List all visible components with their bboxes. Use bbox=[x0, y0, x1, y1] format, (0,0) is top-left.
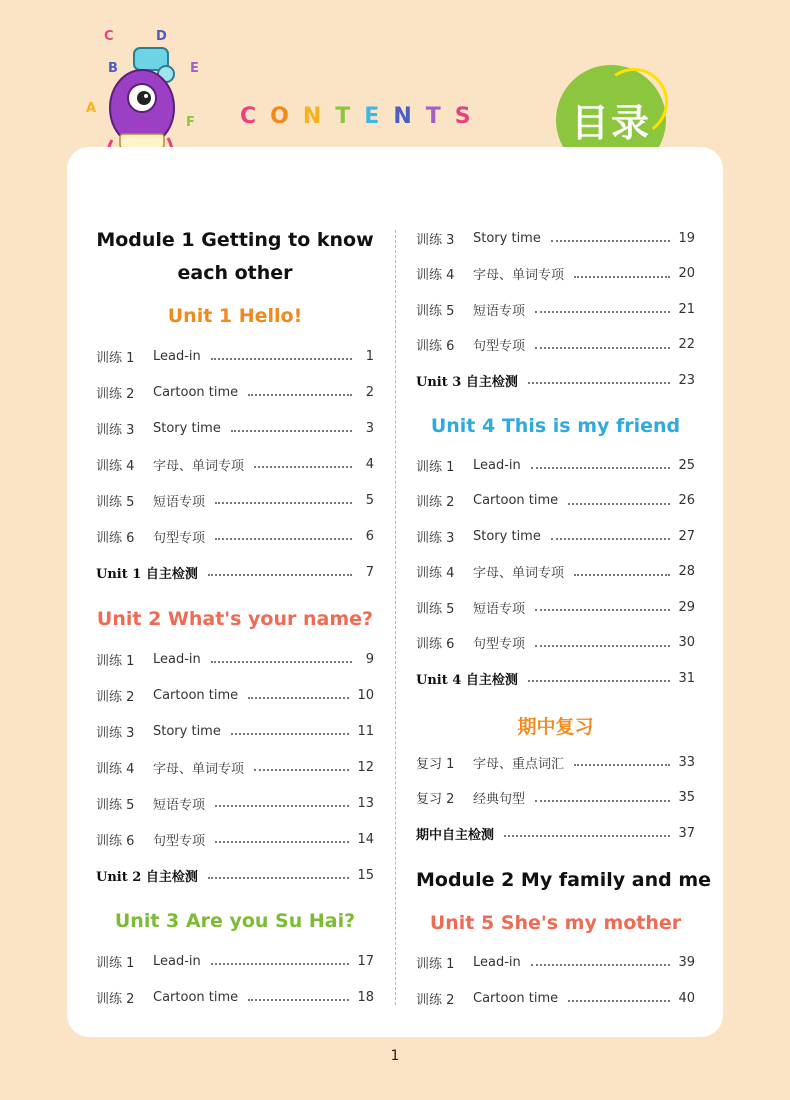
dot-leader bbox=[528, 679, 671, 682]
toc-entry-label: 短语专项 bbox=[153, 494, 206, 510]
dot-leader bbox=[535, 608, 670, 611]
toc-entry[interactable] bbox=[96, 382, 374, 402]
dot-leader bbox=[208, 876, 350, 879]
toc-entry-page: 31 bbox=[678, 670, 695, 686]
toc-entry-label: 经典句型 bbox=[473, 792, 526, 807]
contents-heading bbox=[240, 104, 485, 129]
toc-entry-page: 7 bbox=[365, 564, 374, 580]
contents-letter: O bbox=[270, 104, 303, 129]
toc-entry-page: 18 bbox=[357, 989, 374, 1005]
toc-entry-label: 字母、单词专项 bbox=[473, 268, 565, 283]
toc-entry-label: Unit 1 自主检测 bbox=[96, 566, 198, 582]
toc-entry[interactable] bbox=[416, 299, 695, 319]
toc-entry-prefix: 训练 5 bbox=[96, 494, 135, 510]
toc-entry[interactable] bbox=[96, 685, 374, 705]
toc-entry-page: 25 bbox=[678, 457, 695, 473]
toc-entry-label: 字母、单词专项 bbox=[153, 761, 245, 777]
toc-entry[interactable] bbox=[416, 562, 695, 582]
toc-entry-label: Story time bbox=[473, 230, 541, 246]
dot-leader bbox=[248, 393, 352, 396]
toc-entry-prefix: 训练 4 bbox=[416, 566, 455, 581]
toc-entry-label: Cartoon time bbox=[153, 384, 239, 400]
toc-entry-label: 字母、重点词汇 bbox=[473, 756, 565, 772]
toc-entry[interactable] bbox=[416, 633, 695, 653]
toc-entry-page: 6 bbox=[365, 528, 374, 544]
dot-leader bbox=[248, 998, 349, 1001]
column-divider bbox=[395, 230, 396, 1005]
toc-entry-page: 35 bbox=[678, 790, 695, 805]
toc-entry-page: 20 bbox=[678, 266, 695, 281]
toc-entry-label: Lead-in bbox=[473, 457, 521, 473]
toc-entry-page: 10 bbox=[357, 687, 374, 703]
toc-entry-prefix: 训练 1 bbox=[96, 653, 135, 669]
toc-entry-page: 5 bbox=[365, 492, 374, 508]
module-2-title: Module 2 My family and me bbox=[416, 869, 712, 891]
toc-entry-prefix: 训练 3 bbox=[96, 725, 135, 741]
dot-leader bbox=[528, 381, 671, 384]
dot-leader bbox=[568, 502, 670, 505]
toc-entry-page: 33 bbox=[678, 754, 695, 770]
dot-leader bbox=[535, 644, 670, 647]
toc-entry-prefix: 复习 2 bbox=[416, 792, 455, 807]
toc-entry-prefix: 训练 6 bbox=[416, 637, 455, 652]
toc-entry-page: 37 bbox=[678, 825, 695, 841]
dot-leader bbox=[215, 501, 352, 504]
dot-leader bbox=[208, 573, 352, 576]
toc-entry-page: 40 bbox=[678, 990, 695, 1006]
contents-letter: N bbox=[393, 104, 426, 129]
toc-entry-page: 9 bbox=[365, 651, 374, 667]
contents-letter: E bbox=[364, 104, 394, 129]
toc-entry-prefix: 复习 1 bbox=[416, 756, 455, 772]
dot-leader bbox=[535, 799, 670, 802]
toc-entry-prefix: 训练 2 bbox=[416, 495, 455, 510]
toc-entry-prefix: 训练 1 bbox=[96, 955, 135, 971]
toc-entry-label: Lead-in bbox=[153, 651, 201, 667]
toc-entry-page: 12 bbox=[357, 759, 374, 775]
toc-entry-page: 11 bbox=[357, 723, 374, 739]
toc-entry-label: Lead-in bbox=[153, 953, 201, 969]
dot-leader bbox=[215, 840, 349, 843]
toc-entry-prefix: 训练 1 bbox=[96, 350, 135, 366]
toc-entry-prefix: 训练 2 bbox=[416, 992, 455, 1008]
toc-entry[interactable] bbox=[416, 788, 695, 808]
dot-leader bbox=[211, 660, 352, 663]
toc-entry[interactable] bbox=[416, 491, 695, 511]
module-1-title-line1: Module 1 Getting to know bbox=[96, 229, 374, 251]
toc-entry-label: Story time bbox=[473, 528, 541, 544]
toc-entry[interactable] bbox=[96, 865, 374, 885]
toc-entry-prefix: 训练 3 bbox=[416, 232, 455, 248]
dot-leader bbox=[211, 962, 350, 965]
toc-entry-label: Unit 3 自主检测 bbox=[416, 374, 518, 390]
toc-entry-label: Lead-in bbox=[153, 348, 201, 364]
toc-entry-prefix: 训练 6 bbox=[416, 339, 455, 354]
toc-entry-label: 短语专项 bbox=[473, 303, 526, 319]
toc-entry-label: 句型专项 bbox=[153, 530, 206, 546]
toc-entry-page: 2 bbox=[365, 384, 374, 400]
toc-entry-page: 27 bbox=[678, 528, 695, 544]
toc-entry-page: 26 bbox=[678, 493, 695, 508]
toc-entry-page: 13 bbox=[357, 795, 374, 811]
toc-entry-label: Lead-in bbox=[473, 954, 521, 970]
toc-entry-prefix: 训练 6 bbox=[96, 833, 135, 849]
toc-entry[interactable] bbox=[96, 526, 374, 546]
toc-entry-prefix: 训练 6 bbox=[96, 530, 135, 546]
toc-entry-prefix: 训练 1 bbox=[416, 956, 455, 972]
toc-entry-page: 17 bbox=[357, 953, 374, 969]
toc-entry-prefix: 训练 4 bbox=[96, 761, 135, 777]
toc-entry-page: 14 bbox=[357, 831, 374, 847]
toc-entry-label: Unit 2 自主检测 bbox=[96, 869, 198, 885]
dot-leader bbox=[504, 834, 670, 837]
toc-entry-label: Cartoon time bbox=[473, 493, 559, 508]
dot-leader bbox=[531, 963, 671, 966]
toc-entry-prefix: 训练 4 bbox=[416, 268, 455, 283]
dot-leader bbox=[535, 346, 670, 349]
toc-entry[interactable] bbox=[96, 346, 374, 366]
toc-entry-page: 3 bbox=[365, 420, 374, 436]
toc-entry-label: 句型专项 bbox=[473, 637, 526, 652]
toc-entry[interactable] bbox=[416, 370, 695, 390]
toc-entry[interactable] bbox=[96, 793, 374, 813]
page-number: 1 bbox=[390, 1048, 400, 1064]
toc-entry-page: 15 bbox=[357, 867, 374, 883]
unit-1-title: Unit 1 Hello! bbox=[167, 305, 303, 327]
contents-letter: T bbox=[335, 104, 365, 129]
toc-entry[interactable] bbox=[96, 562, 374, 582]
toc-entry[interactable] bbox=[96, 721, 374, 741]
toc-entry[interactable] bbox=[416, 264, 695, 284]
toc-entry-page: 19 bbox=[678, 230, 695, 246]
dot-leader bbox=[551, 537, 671, 540]
toc-entry-prefix: 训练 5 bbox=[96, 797, 135, 813]
toc-entry-prefix: 训练 5 bbox=[416, 303, 455, 319]
dot-leader bbox=[531, 466, 671, 469]
toc-entry-page: 1 bbox=[365, 348, 374, 364]
toc-entry[interactable] bbox=[96, 987, 374, 1007]
toc-entry-label: Unit 4 自主检测 bbox=[416, 672, 518, 688]
toc-entry-prefix: 训练 5 bbox=[416, 601, 455, 617]
toc-entry-label: 句型专项 bbox=[153, 833, 206, 849]
toc-entry-prefix: 训练 1 bbox=[416, 459, 455, 475]
unit-4-title: Unit 4 This is my friend bbox=[430, 415, 681, 437]
toc-entry-page: 21 bbox=[678, 301, 695, 317]
dot-leader bbox=[254, 465, 352, 468]
toc-entry-page: 29 bbox=[678, 599, 695, 615]
toc-entry-page: 28 bbox=[678, 564, 695, 579]
mascot-letter-f: F bbox=[186, 115, 195, 130]
toc-entry[interactable] bbox=[416, 526, 695, 546]
midterm-review-title: 期中复习 bbox=[517, 716, 594, 738]
toc-entry[interactable] bbox=[96, 490, 374, 510]
toc-entry-label: 期中自主检测 bbox=[416, 827, 495, 843]
toc-entry[interactable] bbox=[96, 649, 374, 669]
toc-entry-page: 30 bbox=[678, 635, 695, 650]
toc-entry-prefix: 训练 2 bbox=[96, 689, 135, 705]
dot-leader bbox=[535, 310, 670, 313]
toc-entry[interactable] bbox=[96, 829, 374, 849]
toc-entry-label: 短语专项 bbox=[153, 797, 206, 813]
toc-entry[interactable] bbox=[416, 335, 695, 355]
dot-leader bbox=[248, 696, 349, 699]
mascot-letter-c: C bbox=[104, 29, 114, 44]
contents-letter: T bbox=[425, 104, 455, 129]
toc-entry-prefix: 训练 2 bbox=[96, 991, 135, 1007]
toc-entry-label: Story time bbox=[153, 420, 221, 436]
toc-entry[interactable] bbox=[416, 668, 695, 688]
dot-leader bbox=[574, 573, 670, 576]
dot-leader bbox=[231, 732, 350, 735]
toc-entry[interactable] bbox=[416, 988, 695, 1008]
toc-entry-label: 短语专项 bbox=[473, 601, 526, 617]
dot-leader bbox=[254, 768, 349, 771]
unit-2-title: Unit 2 What's your name? bbox=[96, 608, 374, 630]
dot-leader bbox=[211, 357, 352, 360]
toc-entry-label: Story time bbox=[153, 723, 221, 739]
toc-entry-prefix: 训练 3 bbox=[96, 422, 135, 438]
toc-entry-label: 字母、单词专项 bbox=[153, 458, 245, 474]
contents-letter: S bbox=[454, 104, 485, 129]
toc-entry[interactable] bbox=[416, 952, 695, 972]
toc-entry-page: 23 bbox=[678, 372, 695, 388]
toc-entry-page: 39 bbox=[678, 954, 695, 970]
toc-entry-page: 4 bbox=[365, 456, 374, 472]
toc-entry-label: Cartoon time bbox=[153, 989, 239, 1005]
unit-5-title: Unit 5 She's my mother bbox=[429, 912, 682, 934]
mascot-letter-e: E bbox=[190, 61, 199, 76]
mascot-letter-a: A bbox=[86, 101, 97, 116]
contents-letter: N bbox=[302, 104, 336, 129]
mascot-letter-b: B bbox=[108, 61, 118, 76]
toc-entry[interactable] bbox=[416, 455, 695, 475]
toc-entry-label: Cartoon time bbox=[153, 687, 239, 703]
toc-entry[interactable] bbox=[96, 454, 374, 474]
dot-leader bbox=[574, 763, 670, 766]
badge-title: 目录 bbox=[570, 101, 651, 145]
dot-leader bbox=[215, 537, 352, 540]
dot-leader bbox=[231, 429, 352, 432]
dot-leader bbox=[568, 999, 670, 1002]
mascot-letter-d: D bbox=[156, 29, 167, 44]
module-1-title bbox=[96, 224, 374, 290]
toc-entry-prefix: 训练 2 bbox=[96, 386, 135, 402]
unit-3-title: Unit 3 Are you Su Hai? bbox=[114, 910, 356, 932]
toc-entry[interactable] bbox=[96, 418, 374, 438]
toc-entry-page: 22 bbox=[678, 337, 695, 352]
toc-entry-prefix: 训练 3 bbox=[416, 530, 455, 546]
toc-entry-prefix: 训练 4 bbox=[96, 458, 135, 474]
toc-entry[interactable] bbox=[96, 757, 374, 777]
toc-entry[interactable] bbox=[416, 597, 695, 617]
toc-entry[interactable] bbox=[416, 228, 695, 248]
toc-entry[interactable] bbox=[96, 951, 374, 971]
contents-letter: C bbox=[240, 104, 271, 129]
dot-leader bbox=[574, 275, 670, 278]
toc-entry-label: 字母、单词专项 bbox=[473, 566, 565, 581]
toc-entry[interactable] bbox=[416, 823, 695, 843]
dot-leader bbox=[215, 804, 349, 807]
toc-entry-label: 句型专项 bbox=[473, 339, 526, 354]
module-1-title-line2: each other bbox=[177, 262, 293, 284]
toc-entry-label: Cartoon time bbox=[473, 990, 559, 1006]
dot-leader bbox=[551, 239, 671, 242]
toc-entry[interactable] bbox=[416, 752, 695, 772]
